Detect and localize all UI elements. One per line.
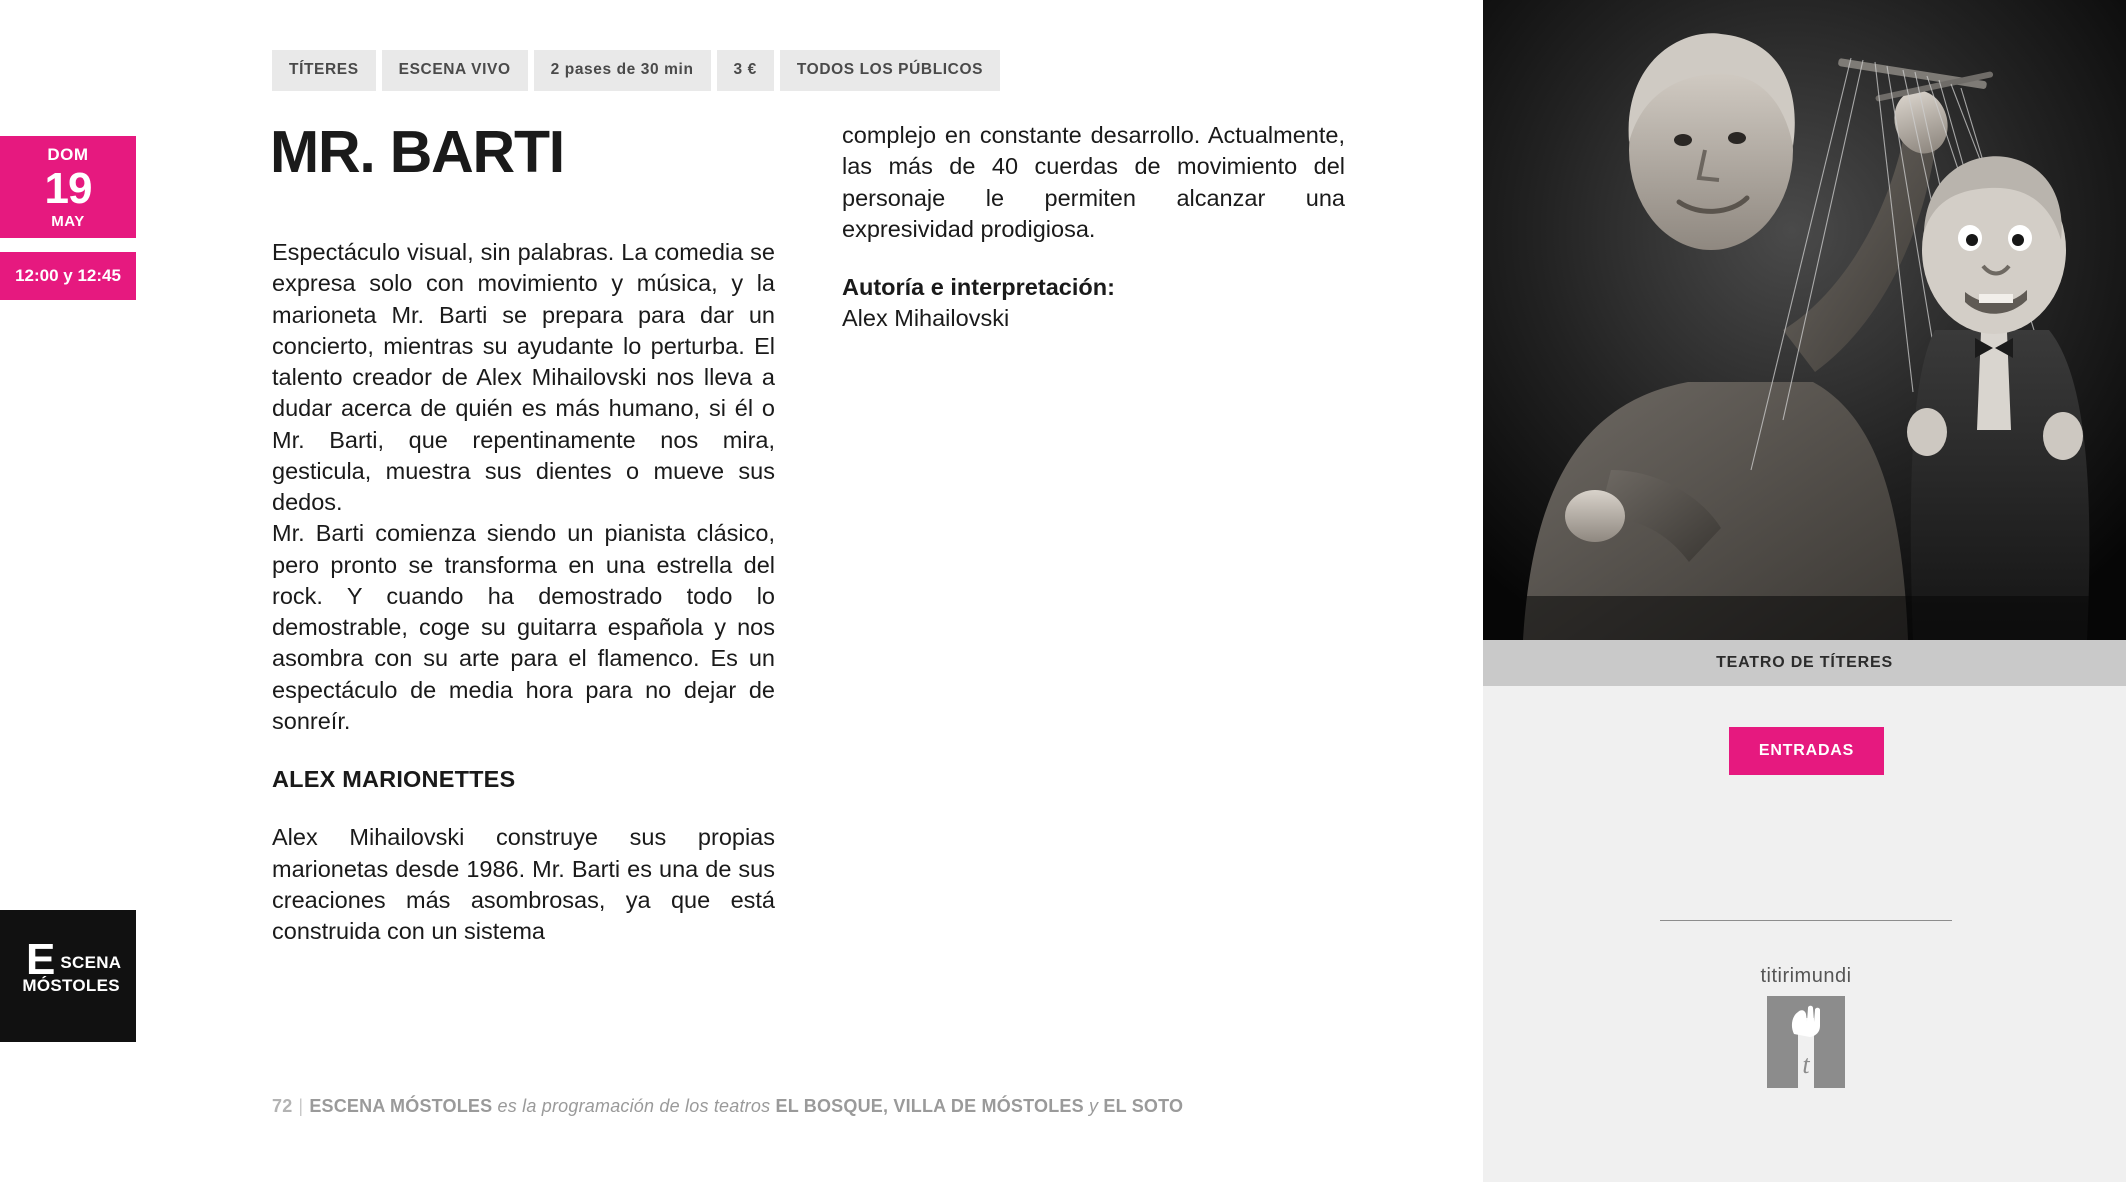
footer-connector: es la programación de los teatros: [497, 1096, 771, 1116]
credits-value: Alex Mihailovski: [842, 305, 1010, 332]
tag-genre: TÍTERES: [272, 50, 376, 91]
photo-caption: TEATRO DE TÍTERES: [1483, 640, 2126, 686]
company-paragraph-left: Alex Mihailovski construye sus propias marionetas desde 1986. Mr. Barti es una de sus creaciones más asombrosas, ya que está construida con un sistema: [272, 824, 775, 944]
footer-and: y: [1089, 1096, 1099, 1116]
brand-logo-initial: E: [26, 935, 55, 984]
show-photo: [1483, 0, 2126, 640]
footer-separator: |: [298, 1096, 304, 1116]
sponsor-name: titirimundi: [1760, 965, 1852, 987]
tickets-button[interactable]: ENTRADAS: [1729, 727, 1884, 775]
date-day-number: 19: [44, 163, 92, 213]
description-column-right: [842, 120, 1345, 335]
brand-logo-word-escena: SCENA: [60, 953, 122, 972]
spacer: [272, 795, 775, 822]
page-title: MR. BARTI: [270, 119, 564, 185]
brand-logo-word-mostoles: MÓSTOLES: [22, 976, 120, 995]
tag-row: [272, 50, 1000, 91]
company-paragraph-right: complejo en constante desarrollo. Actualmente, las más de 40 cuerdas de movimiento del personaje le permiten alcanzar una expresividad prodigiosa.: [842, 122, 1345, 242]
credits-label: Autoría e interpretación:: [842, 274, 1115, 300]
footer: [272, 1096, 1183, 1117]
sponsor-block: [1725, 965, 1887, 1088]
tag-program: ESCENA VIVO: [382, 50, 528, 91]
footer-venues: EL BOSQUE, VILLA DE MÓSTOLES: [775, 1096, 1084, 1116]
description-paragraph-1: Espectáculo visual, sin palabras. La comedia se expresa solo con movimiento y música, y la marioneta Mr. Barti se prepara para dar un concierto, mientras su ayudante lo perturba. El talento creador de Alex Mihailovski nos lleva a dudar acerca de quién es más humano, si él o Mr. Barti, que repentinamente nos mira, gesticula, muestra sus dientes o mueve sus dedos.: [272, 239, 775, 515]
spacer: [842, 245, 1345, 272]
date-month: MAY: [51, 212, 85, 230]
date-day-of-week: DOM: [47, 144, 89, 164]
company-heading: ALEX MARIONETTES: [272, 766, 516, 792]
date-badge: [0, 136, 136, 238]
spacer: [272, 737, 775, 764]
panel-divider: [1660, 920, 1952, 921]
showtimes-badge: 12:00 y 12:45: [0, 252, 136, 300]
footer-last-venue: EL SOTO: [1103, 1096, 1184, 1116]
date-rail: [0, 136, 136, 300]
brand-logo: [0, 910, 136, 1042]
tag-audience: TODOS LOS PÚBLICOS: [780, 50, 1000, 91]
footer-page-number: 72: [272, 1096, 293, 1116]
description-paragraph-2: Mr. Barti comienza siendo un pianista clásico, pero pronto se transforma en una estrella del rock. Y cuando ha demostrado todo lo demostrable, coge su guitarra española y nos asombra con su arte para el flamenco. Es un espectáculo de media hora para no dejar de sonreír.: [272, 520, 775, 734]
description-column-left: [272, 237, 775, 947]
tag-duration: 2 pases de 30 min: [534, 50, 711, 91]
titirimundi-logo-icon: t: [1767, 996, 1845, 1088]
tag-price: 3 €: [717, 50, 774, 91]
footer-brand: ESCENA MÓSTOLES: [309, 1096, 493, 1116]
